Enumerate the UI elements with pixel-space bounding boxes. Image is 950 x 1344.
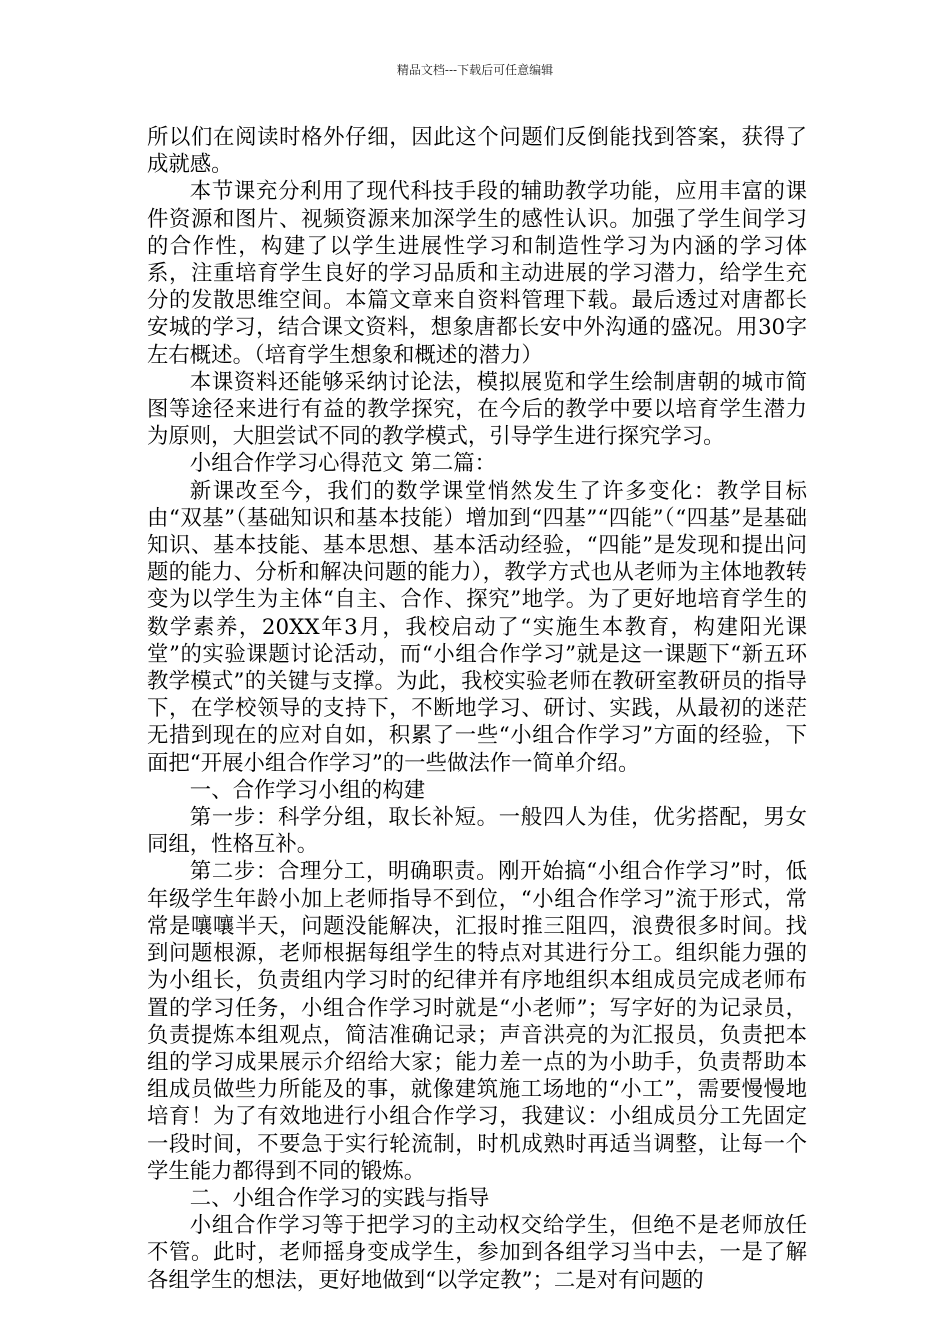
- paragraph-step-two: 第二步：合理分工，明确职责。刚开始搞“小组合作学习”时，低年级学生年龄小加上老师指导不到位，“小组合作学习”流于形式，常常是嚷嚷半天，问题没能解决，汇报时推三阻四，浪费很多时间。找到问题根源，老师根据每组学生的特点对其进行分工。组织能力强的为小组长，负责组内学习时的纪律并有序地组织本组成员完成老师布置的学习任务，小组合作学习时就是“小老师”；写字好的为记录员，负责提炼本组观点，简洁准确记录；声音洪亮的为汇报员，负责把本组的学习成果展示介绍给大家；能力差一点的为小助手，负责帮助本组成员做些力所能及的事，就像建筑施工场地的“小工”，需要慢慢地培育！为了有效地进行小组合作学习，我建议：小组成员分工先固定一段时间，不要急于实行轮流制，时机成熟时再适当调整，让每一个学生能力都得到不同的锻炼。: [147, 859, 807, 1184]
- paragraph-step-one: 第一步：科学分组，取长补短。一般四人为佳，优劣搭配，男女同组，性格互补。: [147, 805, 807, 858]
- paragraph-last: 小组合作学习等于把学习的主动权交给学生，但绝不是老师放任不管。此时，老师摇身变成学生，参加到各组学习当中去，一是了解各组学生的想法，更好地做到“以学定教”；二是对有问题的: [147, 1213, 807, 1293]
- paragraph-3: 本课资料还能够采纳讨论法，模拟展览和学生绘制唐朝的城市简图等途径来进行有益的教学探究，在今后的教学中要以培育学生潜力为原则，大胆尝试不同的教学模式，引导学生进行探究学习。: [147, 369, 807, 450]
- heading-practice-guidance: 二、小组合作学习的实践与指导: [189, 1185, 490, 1211]
- document-body: [147, 124, 807, 1294]
- section-title-second-article: 小组合作学习心得范文 第二篇：: [189, 451, 497, 477]
- paragraph-2: 本节课充分利用了现代科技手段的辅助教学功能，应用丰富的课件资源和图片、视频资源来加深学生的感性认识。加强了学生间学习的合作性，构建了以学生进展性学习和制造性学习为内涵的学习体系，注重培育学生良好的学习品质和主动进展的学习潜力，给学生充分的发散思维空间。本篇文章来自资料管理下载。最后透过对唐都长安城的学习，结合课文资料，想象唐都长安中外沟通的盛况。用30字左右概述。（培育学生想象和概述的潜力）: [147, 179, 807, 368]
- page-header: 精品文档---下载后可任意编辑: [396, 63, 554, 77]
- paragraph-5: 新课改至今，我们的数学课堂悄然发生了许多变化：教学目标由“双基”（基础知识和基本技能）增加到“四基”“四能”（“四基”是基础知识、基本技能、基本思想、基本活动经验，“四能”是发现和提出问题的能力、分析和解决问题的能力），教学方式也从老师为主体地教转变为以学生为主体“自主、合作、探究”地学。为了更好地培育学生的数学素养，20XX年3月，我校启动了“实施生本教育，构建阳光课堂”的实验课题讨论活动，而“小组合作学习”就是这一课题下“新五环教学模式”的关键与支撑。为此，我校实验老师在教研室教研员的指导下，在学校领导的支持下，不断地学习、研讨、实践，从最初的迷茫无措到现在的应对自如，积累了一些“小组合作学习”方面的经验，下面把“开展小组合作学习”的一些做法作一简单介绍。: [147, 478, 807, 776]
- paragraph-1: 所以们在阅读时格外仔细，因此这个问题们反倒能找到答案，获得了成就感。: [147, 125, 807, 178]
- heading-group-construction: 一、合作学习小组的构建: [189, 777, 426, 803]
